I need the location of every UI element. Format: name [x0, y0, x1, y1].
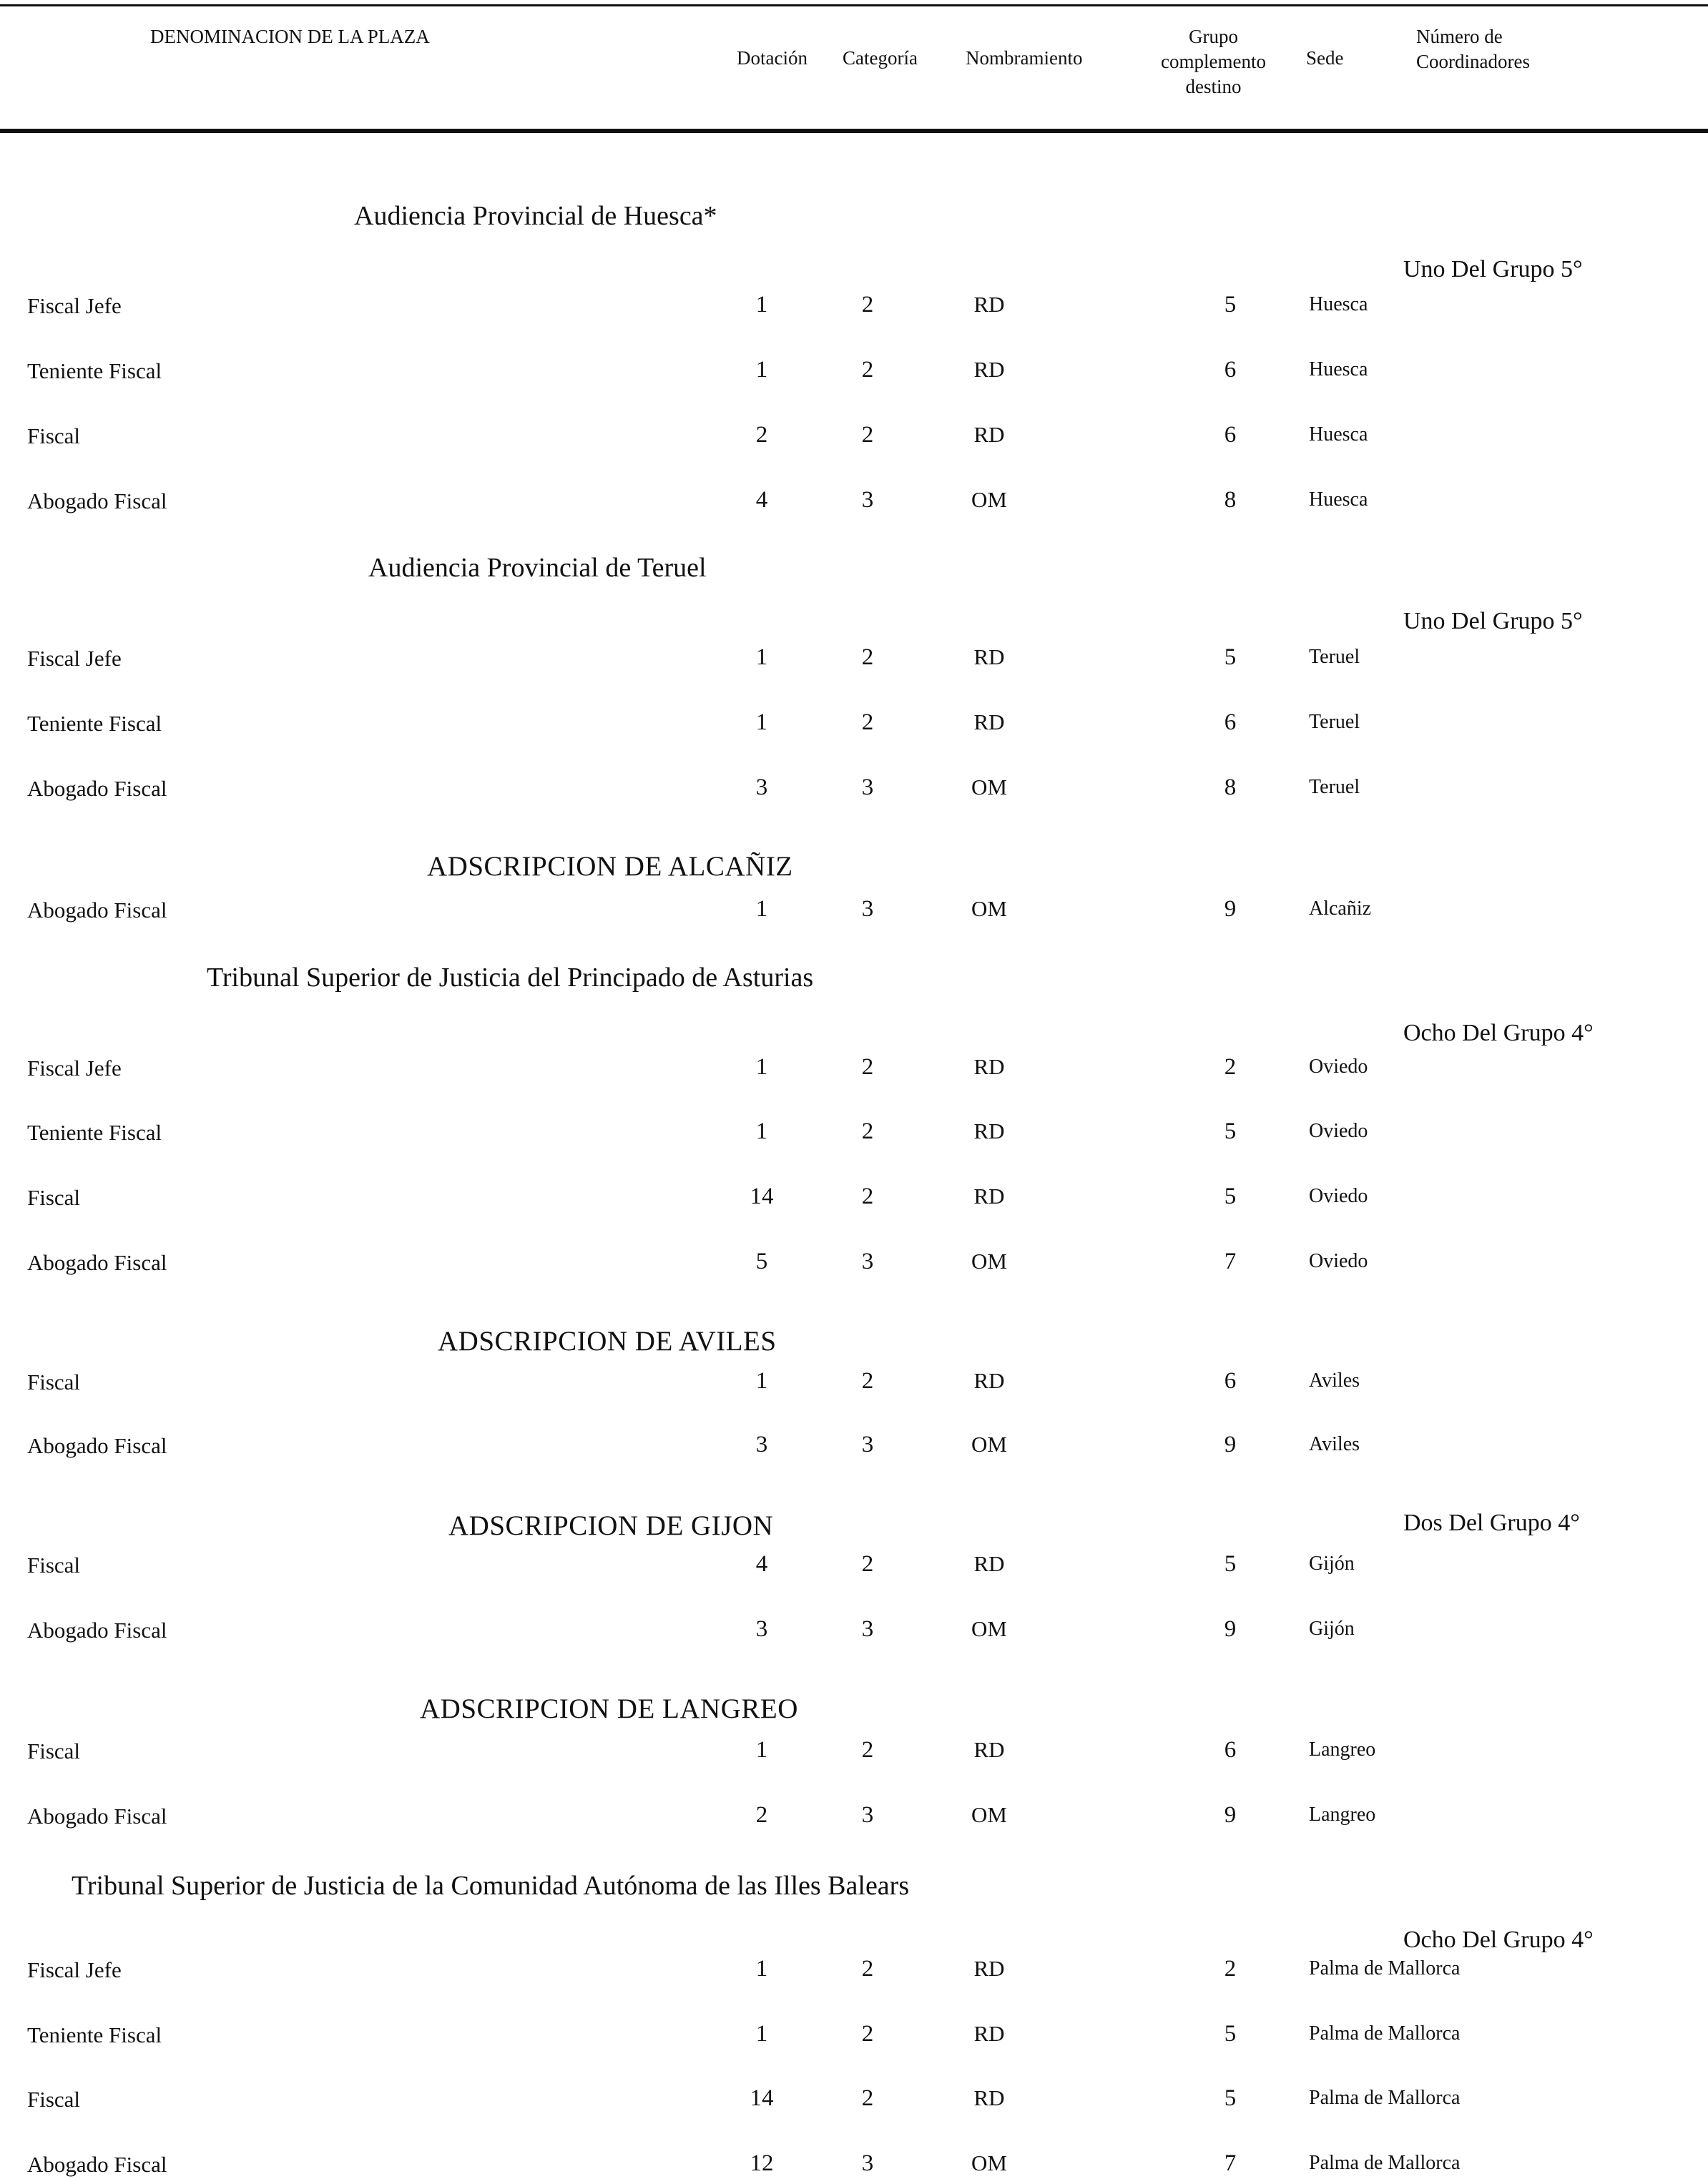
- section-title: ADSCRIPCION DE GIJON: [448, 1510, 774, 1541]
- categoria-value: 2: [861, 1551, 874, 1577]
- nombramiento-value: RD: [973, 1737, 1005, 1762]
- grupo-value: 5: [1224, 2085, 1237, 2111]
- nombramiento-value: RD: [973, 709, 1005, 734]
- nombramiento-value: OM: [971, 487, 1007, 512]
- sede-value: Teruel: [1309, 711, 1360, 733]
- grupo-value: 6: [1224, 1368, 1237, 1394]
- nombramiento-value: OM: [971, 1432, 1007, 1457]
- nombramiento-value: OM: [971, 1616, 1007, 1641]
- plaza-name: Fiscal: [27, 1369, 81, 1395]
- header-coordinadores-line-1: Número de: [1416, 26, 1503, 47]
- section-title: ADSCRIPCION DE LANGREO: [420, 1693, 798, 1724]
- plaza-name: Fiscal: [27, 1185, 81, 1210]
- sede-value: Gijón: [1309, 1618, 1355, 1640]
- header-grupo-line-2: complemento: [1161, 51, 1266, 73]
- nombramiento-value: RD: [973, 422, 1005, 447]
- sede-value: Huesca: [1309, 293, 1368, 315]
- grupo-value: 6: [1224, 357, 1237, 383]
- sede-value: Oviedo: [1309, 1056, 1368, 1078]
- section-coordinadores: Uno Del Grupo 5°: [1403, 608, 1583, 634]
- dotacion-value: 1: [755, 2021, 768, 2047]
- nombramiento-value: RD: [973, 2021, 1005, 2046]
- categoria-value: 3: [861, 774, 874, 800]
- header-denominacion: DENOMINACION DE LA PLAZA: [150, 26, 430, 47]
- categoria-value: 2: [861, 1368, 874, 1394]
- plaza-name: Abogado Fiscal: [27, 1433, 167, 1458]
- nombramiento-value: RD: [973, 2085, 1005, 2110]
- categoria-value: 3: [861, 1249, 874, 1274]
- sede-value: Palma de Mallorca: [1309, 2022, 1461, 2045]
- dotacion-value: 3: [755, 774, 768, 800]
- categoria-value: 2: [861, 709, 874, 735]
- dotacion-value: 5: [755, 1249, 768, 1274]
- nombramiento-value: OM: [971, 896, 1007, 921]
- nombramiento-value: RD: [973, 644, 1005, 669]
- header-sede: Sede: [1306, 47, 1344, 69]
- dotacion-value: 1: [755, 1368, 768, 1394]
- categoria-value: 2: [861, 644, 874, 670]
- sede-value: Teruel: [1309, 646, 1360, 668]
- grupo-value: 6: [1224, 1737, 1237, 1763]
- plaza-name: Fiscal Jefe: [27, 1056, 122, 1081]
- grupo-value: 9: [1224, 1616, 1237, 1642]
- plaza-name: Fiscal: [27, 1738, 81, 1764]
- sede-value: Oviedo: [1309, 1185, 1368, 1207]
- grupo-value: 5: [1224, 292, 1237, 318]
- dotacion-value: 1: [755, 709, 768, 735]
- dotacion-value: 2: [755, 422, 768, 448]
- grupo-value: 6: [1224, 422, 1237, 448]
- categoria-value: 3: [861, 2150, 874, 2176]
- plaza-name: Abogado Fiscal: [27, 1250, 167, 1275]
- grupo-value: 5: [1224, 1551, 1237, 1577]
- categoria-value: 2: [861, 357, 874, 383]
- dotacion-value: 1: [755, 357, 768, 383]
- plaza-name: Teniente Fiscal: [27, 711, 162, 736]
- nombramiento-value: RD: [973, 1054, 1005, 1079]
- categoria-value: 3: [861, 1802, 874, 1828]
- grupo-value: 9: [1224, 1802, 1237, 1828]
- header-coordinadores: [1416, 24, 1530, 74]
- dotacion-value: 12: [750, 2150, 774, 2176]
- section-title: ADSCRIPCION DE ALCAÑIZ: [427, 851, 793, 882]
- categoria-value: 3: [861, 487, 874, 513]
- sede-value: Palma de Mallorca: [1309, 1957, 1461, 1979]
- section-title: Tribunal Superior de Justicia de la Comunidad Autónoma de las Illes Balears: [72, 1871, 910, 1901]
- grupo-value: 2: [1224, 1956, 1237, 1982]
- dotacion-value: 1: [755, 1118, 768, 1144]
- nombramiento-value: OM: [971, 2150, 1007, 2175]
- section-coordinadores: Ocho Del Grupo 4°: [1403, 1020, 1594, 1046]
- dotacion-value: 14: [750, 1184, 774, 1209]
- sede-value: Gijón: [1309, 1553, 1355, 1575]
- categoria-value: 2: [861, 1118, 874, 1144]
- grupo-value: 5: [1224, 1118, 1237, 1144]
- grupo-value: 9: [1224, 1432, 1237, 1457]
- plaza-name: Abogado Fiscal: [27, 1804, 167, 1829]
- section-title: Audiencia Provincial de Teruel: [368, 553, 707, 583]
- section-coordinadores: Ocho Del Grupo 4°: [1403, 1927, 1594, 1953]
- dotacion-value: 1: [755, 1737, 768, 1763]
- sede-value: Langreo: [1309, 1738, 1376, 1761]
- dotacion-value: 2: [755, 1802, 768, 1828]
- plaza-name: Abogado Fiscal: [27, 897, 167, 923]
- sede-value: Teruel: [1309, 776, 1360, 798]
- section-coordinadores: Dos Del Grupo 4°: [1403, 1510, 1580, 1536]
- top-rule: [0, 4, 1708, 6]
- plaza-name: Fiscal: [27, 2087, 81, 2112]
- grupo-value: 8: [1224, 487, 1237, 513]
- header-categoria: Categoría: [843, 47, 918, 69]
- section-coordinadores: Uno Del Grupo 5°: [1403, 256, 1583, 282]
- grupo-value: 2: [1224, 1054, 1237, 1080]
- dotacion-value: 3: [755, 1616, 768, 1642]
- plaza-name: Fiscal Jefe: [27, 1957, 122, 1982]
- sede-value: Oviedo: [1309, 1120, 1368, 1142]
- dotacion-value: 3: [755, 1432, 768, 1457]
- header-grupo-line-3: destino: [1185, 76, 1242, 98]
- sede-value: Huesca: [1309, 423, 1368, 446]
- sede-value: Langreo: [1309, 1804, 1376, 1826]
- sede-value: Aviles: [1309, 1369, 1360, 1392]
- sede-value: Oviedo: [1309, 1250, 1368, 1272]
- categoria-value: 2: [861, 1184, 874, 1209]
- plaza-name: Abogado Fiscal: [27, 2152, 167, 2177]
- sede-value: Huesca: [1309, 488, 1368, 511]
- sede-value: Aviles: [1309, 1433, 1360, 1455]
- section-title: Tribunal Superior de Justicia del Principado de Asturias: [207, 963, 814, 993]
- categoria-value: 2: [861, 422, 874, 448]
- dotacion-value: 1: [755, 1956, 768, 1982]
- nombramiento-value: RD: [973, 1956, 1005, 1981]
- nombramiento-value: RD: [973, 1551, 1005, 1576]
- categoria-value: 2: [861, 2021, 874, 2047]
- sede-value: Palma de Mallorca: [1309, 2087, 1461, 2109]
- dotacion-value: 1: [755, 896, 768, 922]
- grupo-value: 6: [1224, 709, 1237, 735]
- section-title: Audiencia Provincial de Huesca*: [354, 201, 717, 231]
- header-coordinadores-line-2: Coordinadores: [1416, 51, 1530, 73]
- nombramiento-value: RD: [973, 1368, 1005, 1393]
- header-rule: [0, 129, 1708, 133]
- categoria-value: 2: [861, 2085, 874, 2111]
- header-dotacion: Dotación: [737, 47, 808, 69]
- grupo-value: 7: [1224, 1249, 1237, 1274]
- dotacion-value: 1: [755, 644, 768, 670]
- nombramiento-value: RD: [973, 1118, 1005, 1143]
- plaza-name: Fiscal: [27, 423, 81, 448]
- grupo-value: 5: [1224, 1184, 1237, 1209]
- dotacion-value: 4: [755, 487, 768, 513]
- plaza-name: Abogado Fiscal: [27, 488, 167, 513]
- categoria-value: 2: [861, 1737, 874, 1763]
- sede-value: Huesca: [1309, 358, 1368, 380]
- dotacion-value: 1: [755, 1054, 768, 1080]
- sede-value: Palma de Mallorca: [1309, 2152, 1461, 2174]
- dotacion-value: 4: [755, 1551, 768, 1577]
- plaza-name: Teniente Fiscal: [27, 1120, 162, 1145]
- categoria-value: 2: [861, 292, 874, 318]
- plaza-name: Fiscal: [27, 1553, 81, 1578]
- dotacion-value: 1: [755, 292, 768, 318]
- categoria-value: 2: [861, 1956, 874, 1982]
- grupo-value: 5: [1224, 644, 1237, 670]
- dotacion-value: 14: [750, 2085, 774, 2111]
- plaza-name: Teniente Fiscal: [27, 2022, 162, 2047]
- categoria-value: 3: [861, 1432, 874, 1457]
- categoria-value: 2: [861, 1054, 874, 1080]
- categoria-value: 3: [861, 896, 874, 922]
- plaza-name: Fiscal Jefe: [27, 646, 122, 671]
- header-grupo: [1147, 24, 1280, 99]
- nombramiento-value: RD: [973, 1184, 1005, 1209]
- categoria-value: 3: [861, 1616, 874, 1642]
- section-title: ADSCRIPCION DE AVILES: [438, 1326, 777, 1357]
- nombramiento-value: RD: [973, 292, 1005, 317]
- sede-value: Alcañiz: [1309, 897, 1372, 920]
- header-nombramiento: Nombramiento: [966, 47, 1083, 69]
- plaza-name: Abogado Fiscal: [27, 1618, 167, 1643]
- plaza-name: Teniente Fiscal: [27, 358, 162, 383]
- grupo-value: 8: [1224, 774, 1237, 800]
- grupo-value: 9: [1224, 896, 1237, 922]
- nombramiento-value: RD: [973, 357, 1005, 382]
- grupo-value: 5: [1224, 2021, 1237, 2047]
- header-grupo-line-1: Grupo: [1189, 26, 1238, 47]
- plaza-name: Fiscal Jefe: [27, 293, 122, 318]
- nombramiento-value: OM: [971, 1802, 1007, 1827]
- grupo-value: 7: [1224, 2150, 1237, 2176]
- plaza-name: Abogado Fiscal: [27, 776, 167, 801]
- nombramiento-value: OM: [971, 1249, 1007, 1274]
- nombramiento-value: OM: [971, 774, 1007, 800]
